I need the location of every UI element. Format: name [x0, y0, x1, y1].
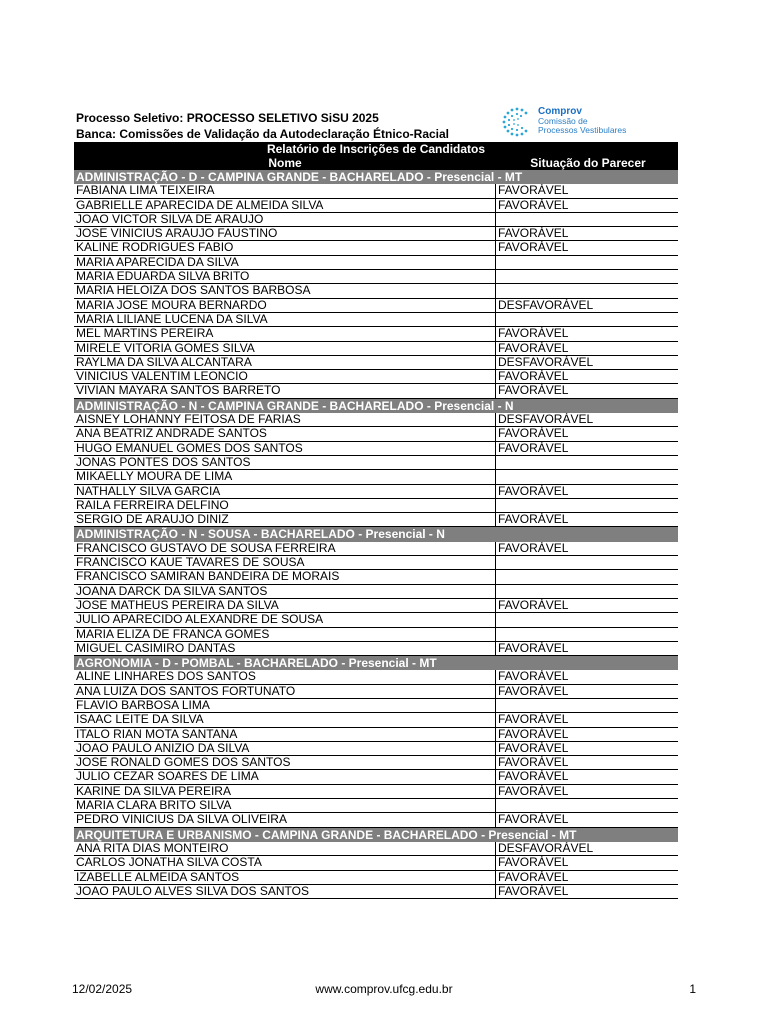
table-row	[74, 770, 678, 784]
candidate-name: JULIO APARECIDO ALEXANDRE DE SOUSA	[74, 613, 496, 626]
table-row	[74, 713, 678, 727]
candidate-name: MARIA CLARA BRITO SILVA	[74, 799, 496, 812]
course-group-header: ARQUITETURA E URBANISMO - CAMPINA GRANDE - BACHARELADO - Presencial - MT	[74, 828, 678, 842]
candidate-name: ANA RITA DIAS MONTEIRO	[74, 842, 496, 855]
comprov-logo	[500, 106, 660, 138]
opinion-status	[496, 585, 678, 598]
table-row	[74, 270, 678, 284]
opinion-status: FAVORÁVEL	[498, 484, 569, 498]
opinion-status	[496, 213, 678, 226]
opinion-status	[496, 613, 678, 626]
course-group-header: ADMINISTRAÇÃO - N - SOUSA - BACHARELADO - Presencial - N	[74, 527, 678, 541]
opinion-status: FAVORÁVEL	[498, 856, 569, 870]
candidate-name: HUGO EMANUEL GOMES DOS SANTOS	[74, 442, 496, 455]
opinion-status: FAVORÁVEL	[498, 241, 569, 255]
opinion-status: DESFAVORÁVEL	[498, 298, 594, 312]
table-row	[74, 885, 678, 899]
candidate-name: AISNEY LOHANNY FEITOSA DE FARIAS	[74, 413, 496, 426]
table-row	[74, 628, 678, 642]
opinion-status: FAVORÁVEL	[498, 441, 569, 455]
candidate-name: MARIA JOSE MOURA BERNARDO	[74, 299, 496, 312]
table-row	[74, 199, 678, 213]
table-row	[74, 871, 678, 885]
table-row	[74, 642, 678, 656]
report-table	[74, 142, 678, 899]
table-row	[74, 342, 678, 356]
table-row	[74, 685, 678, 699]
course-group-header: AGRONOMIA - D - POMBAL - BACHARELADO - Presencial - MT	[74, 656, 678, 670]
opinion-status	[496, 256, 678, 269]
opinion-status: FAVORÁVEL	[498, 370, 569, 384]
opinion-status	[496, 313, 678, 326]
table-row	[74, 856, 678, 870]
logo-subtitle-2: Processos Vestibulares	[538, 125, 627, 135]
candidate-name: JONAS PONTES DOS SANTOS	[74, 456, 496, 469]
table-row	[74, 356, 678, 370]
opinion-status: FAVORÁVEL	[498, 641, 569, 655]
table-row	[74, 785, 678, 799]
opinion-status: FAVORÁVEL	[498, 513, 569, 527]
table-row	[74, 813, 678, 827]
opinion-status: FAVORÁVEL	[498, 227, 569, 241]
candidate-name: MARIA HELOIZA DOS SANTOS BARBOSA	[74, 284, 496, 297]
opinion-status: FAVORÁVEL	[498, 713, 569, 727]
opinion-status: FAVORÁVEL	[498, 727, 569, 741]
table-row	[74, 227, 678, 241]
opinion-status: FAVORÁVEL	[498, 756, 569, 770]
opinion-status: FAVORÁVEL	[498, 813, 569, 827]
course-group-header: ADMINISTRAÇÃO - D - CAMPINA GRANDE - BACHARELADO - Presencial - MT	[74, 170, 678, 184]
table-row	[74, 613, 678, 627]
table-row	[74, 284, 678, 298]
candidate-name: PEDRO VINICIUS DA SILVA OLIVEIRA	[74, 813, 496, 826]
opinion-status	[496, 499, 678, 512]
column-header-name: Nome	[268, 156, 302, 170]
table-row	[74, 728, 678, 742]
table-row	[74, 599, 678, 613]
opinion-status: FAVORÁVEL	[498, 541, 569, 555]
opinion-status	[496, 628, 678, 641]
table-row	[74, 384, 678, 398]
logo-title: Comprov	[538, 106, 582, 117]
candidate-name: VIVIAN MAYARA SANTOS BARRETO	[74, 384, 496, 397]
opinion-status	[496, 470, 678, 483]
opinion-status: FAVORÁVEL	[498, 598, 569, 612]
candidate-name: MEL MARTINS PEREIRA	[74, 327, 496, 340]
opinion-status: FAVORÁVEL	[498, 670, 569, 684]
candidate-name: MARIA LILIANE LUCENA DA SILVA	[74, 313, 496, 326]
candidate-name: FRANCISCO GUSTAVO DE SOUSA FERREIRA	[74, 542, 496, 555]
table-row	[74, 241, 678, 255]
candidate-name: KARINE DA SILVA PEREIRA	[74, 785, 496, 798]
opinion-status	[496, 456, 678, 469]
column-header-status: Situação do Parecer	[530, 156, 646, 170]
opinion-status: DESFAVORÁVEL	[498, 355, 594, 369]
candidate-name: VINICIUS VALENTIM LEONCIO	[74, 370, 496, 383]
candidate-name: MARIA EDUARDA SILVA BRITO	[74, 270, 496, 283]
table-row	[74, 556, 678, 570]
candidate-name: MIGUEL CASIMIRO DANTAS	[74, 642, 496, 655]
candidate-name: ANA LUIZA DOS SANTOS FORTUNATO	[74, 685, 496, 698]
table-row	[74, 313, 678, 327]
table-row	[74, 370, 678, 384]
opinion-status: FAVORÁVEL	[498, 784, 569, 798]
opinion-status: FAVORÁVEL	[498, 770, 569, 784]
table-row	[74, 670, 678, 684]
opinion-status: FAVORÁVEL	[498, 427, 569, 441]
table-row	[74, 742, 678, 756]
table-row	[74, 756, 678, 770]
candidate-name: MIRELE VITORIA GOMES SILVA	[74, 342, 496, 355]
candidate-name: FLAVIO BARBOSA LIMA	[74, 699, 496, 712]
table-row	[74, 470, 678, 484]
candidate-name: JOANA DARCK DA SILVA SANTOS	[74, 585, 496, 598]
footer-date: 12/02/2025	[72, 982, 133, 996]
opinion-status	[496, 556, 678, 569]
opinion-status	[496, 270, 678, 283]
opinion-status	[496, 799, 678, 812]
opinion-status: DESFAVORÁVEL	[498, 841, 594, 855]
course-group-header: ADMINISTRAÇÃO - N - CAMPINA GRANDE - BACHARELADO - Presencial - N	[74, 399, 678, 413]
table-row	[74, 513, 678, 527]
table-row	[74, 327, 678, 341]
opinion-status	[496, 699, 678, 712]
table-row	[74, 842, 678, 856]
candidate-name: NATHALLY SILVA GARCIA	[74, 485, 496, 498]
table-row	[74, 299, 678, 313]
opinion-status: FAVORÁVEL	[498, 884, 569, 898]
candidate-name: JOAO PAULO ALVES SILVA DOS SANTOS	[74, 885, 496, 898]
table-header	[74, 156, 678, 170]
opinion-status: FAVORÁVEL	[498, 341, 569, 355]
table-row	[74, 256, 678, 270]
candidate-name: SERGIO DE ARAUJO DINIZ	[74, 513, 496, 526]
opinion-status: FAVORÁVEL	[498, 327, 569, 341]
candidate-name: CARLOS JONATHA SILVA COSTA	[74, 856, 496, 869]
candidate-name: FRANCISCO KAUE TAVARES DE SOUSA	[74, 556, 496, 569]
opinion-status: FAVORÁVEL	[498, 384, 569, 398]
comprov-logo-icon	[500, 106, 534, 138]
table-body	[74, 170, 678, 899]
table-row	[74, 427, 678, 441]
table-row	[74, 456, 678, 470]
opinion-status: FAVORÁVEL	[498, 870, 569, 884]
candidate-name: JOSE VINICIUS ARAUJO FAUSTINO	[74, 227, 496, 240]
candidate-name: ALINE LINHARES DOS SANTOS	[74, 670, 496, 683]
opinion-status: FAVORÁVEL	[498, 741, 569, 755]
process-title: Processo Seletivo: PROCESSO SELETIVO SiSU 2025	[76, 111, 379, 125]
board-title: Banca: Comissões de Validação da Autodeclaração Étnico-Racial	[76, 127, 450, 141]
table-row	[74, 699, 678, 713]
table-row	[74, 485, 678, 499]
candidate-name: JOAO PAULO ANIZIO DA SILVA	[74, 742, 496, 755]
logo-subtitle-1: Comissão de	[538, 116, 588, 126]
opinion-status: FAVORÁVEL	[498, 684, 569, 698]
table-row	[74, 585, 678, 599]
opinion-status: DESFAVORÁVEL	[498, 413, 594, 427]
table-row	[74, 799, 678, 813]
candidate-name: FABIANA LIMA TEIXEIRA	[74, 184, 496, 197]
candidate-name: JOSE MATHEUS PEREIRA DA SILVA	[74, 599, 496, 612]
candidate-name: JOSE RONALD GOMES DOS SANTOS	[74, 756, 496, 769]
footer-page-number: 1	[689, 982, 696, 996]
candidate-name: IZABELLE ALMEIDA SANTOS	[74, 871, 496, 884]
table-row	[74, 213, 678, 227]
candidate-name: RAYLMA DA SILVA ALCANTARA	[74, 356, 496, 369]
candidate-name: KALINE RODRIGUES FABIO	[74, 241, 496, 254]
document-header	[76, 106, 678, 142]
candidate-name: FRANCISCO SAMIRAN BANDEIRA DE MORAIS	[74, 570, 496, 583]
table-row	[74, 499, 678, 513]
table-row	[74, 542, 678, 556]
table-row	[74, 570, 678, 584]
opinion-status	[496, 570, 678, 583]
opinion-status: FAVORÁVEL	[498, 184, 569, 198]
table-row	[74, 442, 678, 456]
candidate-name: JULIO CEZAR SOARES DE LIMA	[74, 770, 496, 783]
candidate-name: MIKAELLY MOURA DE LIMA	[74, 470, 496, 483]
report-title: Relatório de Inscrições de Candidatos	[74, 142, 678, 156]
opinion-status	[496, 284, 678, 297]
candidate-name: JOAO VICTOR SILVA DE ARAUJO	[74, 213, 496, 226]
candidate-name: GABRIELLE APARECIDA DE ALMEIDA SILVA	[74, 199, 496, 212]
table-row	[74, 413, 678, 427]
candidate-name: ISAAC LEITE DA SILVA	[74, 713, 496, 726]
candidate-name: MARIA APARECIDA DA SILVA	[74, 256, 496, 269]
opinion-status: FAVORÁVEL	[498, 198, 569, 212]
candidate-name: MARIA ELIZA DE FRANCA GOMES	[74, 628, 496, 641]
candidate-name: RAILA FERREIRA DELFINO	[74, 499, 496, 512]
table-row	[74, 184, 678, 198]
candidate-name: ITALO RIAN MOTA SANTANA	[74, 728, 496, 741]
footer-url: www.comprov.ufcg.edu.br	[315, 982, 453, 996]
candidate-name: ANA BEATRIZ ANDRADE SANTOS	[74, 427, 496, 440]
